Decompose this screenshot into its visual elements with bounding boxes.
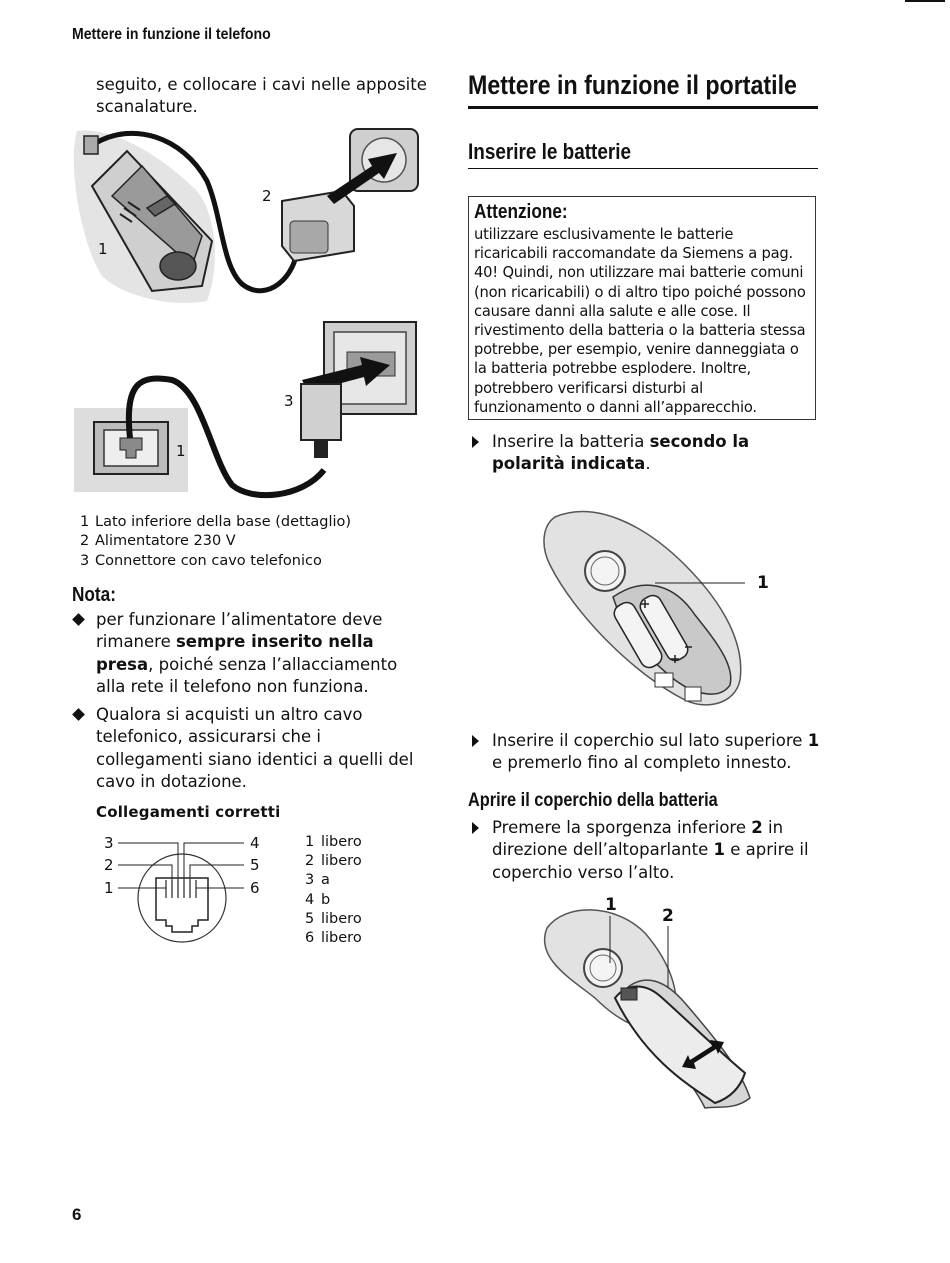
nota-bullet-2: Qualora si acquisti un altro cavo telefonico, assicurarsi che i collegamenti siano identici a quelli del cavo in dotazione. <box>96 704 426 793</box>
page-number: 6 <box>72 1205 82 1224</box>
battery-figure-label-1: 1 <box>757 573 769 593</box>
phone-cable-figure <box>72 320 422 505</box>
adapter-face <box>290 221 328 253</box>
step-arrow-icon <box>472 436 479 448</box>
pin-row: 5 libero <box>305 910 362 927</box>
battery-insert-figure <box>535 505 785 715</box>
cover-latch <box>621 988 637 1000</box>
figure2-label-3: 3 <box>284 392 294 410</box>
diamond-bullet-icon <box>72 708 85 721</box>
figure1-label-2: 2 <box>262 187 272 205</box>
pin-row: 3 a <box>305 872 330 889</box>
subsection-heading: Inserire le batterie <box>468 139 632 164</box>
figure2-label-1: 1 <box>176 442 186 460</box>
connections-title: Collegamenti corretti <box>96 803 281 821</box>
pin-number-4: 4 <box>250 834 260 852</box>
legend-item: 1 Lato inferiore della base (dettaglio) <box>80 514 352 530</box>
rj-jack-diagram <box>96 828 276 950</box>
pin-number-6: 6 <box>250 879 260 897</box>
section-heading: Mettere in funzione il portatile <box>468 70 797 100</box>
pin-number-5: 5 <box>250 856 260 874</box>
power-adapter-figure <box>72 126 422 311</box>
contact-plate <box>655 673 673 687</box>
pin-number-1: 1 <box>104 879 114 897</box>
pin-number-2: 2 <box>104 856 114 874</box>
step-insert-cover: Inserire il coperchio sul lato superiore 1 e premerlo fino al completo innesto. <box>492 730 822 775</box>
pin-row: 1 libero <box>305 834 362 850</box>
figure1-label-1: 1 <box>98 240 108 258</box>
warning-text: utilizzare esclusivamente le batterie ricaricabili raccomandate da Siemens a pag. 40! Quindi, non utilizzare mai batterie comuni (non ricaricabili) o di altro tipo poiché possono causare danni alla salute e alle cose. Il rivestimento della batteria o la batteria stessa potrebbe, per esempio, venire danneggiata o la batteria potrebbe esplodere. Inoltre, potrebbero verificarsi disturbi al funzionamento o danni all’apparecchio. <box>474 226 806 416</box>
running-header: Mettere in funzione il telefono <box>72 26 271 43</box>
warning-title: Attenzione: <box>474 201 568 223</box>
step-insert-battery: Inserire la batteria secondo la polarità indicata. <box>492 431 822 476</box>
jack-outline <box>156 878 208 932</box>
intro-paragraph: seguito, e collocare i cavi nelle apposite scanalature. <box>96 75 427 116</box>
step-arrow-icon <box>472 735 479 747</box>
phone-connector <box>301 384 341 440</box>
subsection-heading-cover: Aprire il coperchio della batteria <box>468 790 718 811</box>
pin-leader-lines <box>118 843 244 888</box>
warning-box <box>468 196 816 420</box>
pin-assignment-list <box>305 833 362 948</box>
connector-strain-relief <box>314 440 328 458</box>
cable-plug <box>84 136 98 154</box>
legend-item: 3 Connettore con cavo telefonico <box>80 552 322 569</box>
contact-plate <box>685 687 701 701</box>
pin-row: 2 libero <box>305 853 362 870</box>
section-heading-rule <box>468 106 818 109</box>
pin-row: 6 libero <box>305 930 362 947</box>
diamond-bullet-icon <box>72 613 85 626</box>
base-foot <box>160 252 196 280</box>
figure-legend <box>80 513 351 571</box>
open-cover-figure <box>535 888 765 1113</box>
pin-number-3: 3 <box>104 834 114 852</box>
pin-row: 4 b <box>305 891 331 908</box>
step-arrow-icon <box>472 822 479 834</box>
nota-bullet-1: per funzionare l’alimentatore deve rimanere sempre inserito nella presa, poiché senza l’allacciamento alla rete il telefono non funziona. <box>96 609 426 698</box>
jack-outline-circle <box>138 854 226 942</box>
jack-pins <box>166 880 196 898</box>
subsection-heading-rule <box>468 168 818 169</box>
nota-heading: Nota: <box>72 584 116 606</box>
cover-figure-label-2: 2 <box>662 906 674 926</box>
cover-figure-label-1: 1 <box>605 895 617 915</box>
corner-mark <box>905 0 945 2</box>
legend-item: 2 Alimentatore 230 V <box>80 533 236 550</box>
step-open-cover: Premere la sporgenza inferiore 2 in direzione dell’altoparlante 1 e aprire il coperchio verso l’alto. <box>492 817 822 884</box>
